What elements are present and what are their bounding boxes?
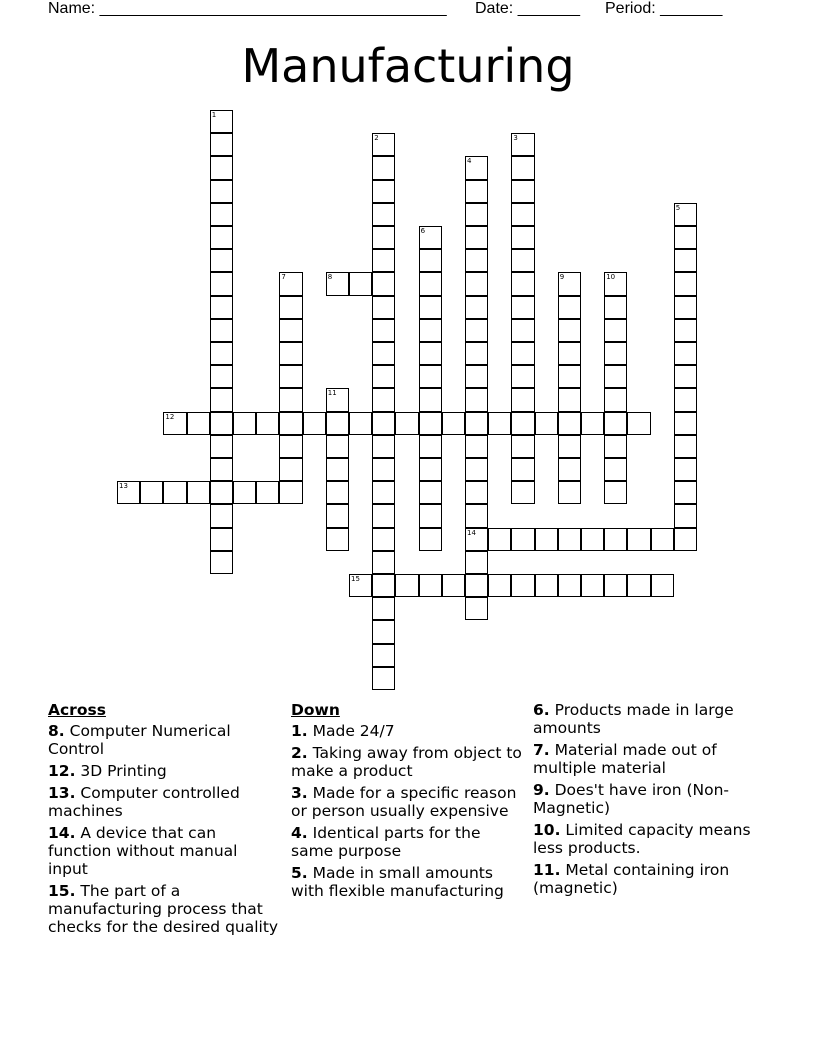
clue-number: 9 [559, 273, 565, 282]
grid-cell[interactable] [210, 133, 233, 156]
grid-cell[interactable] [488, 574, 511, 597]
grid-cell[interactable] [465, 156, 488, 179]
grid-cell[interactable] [210, 528, 233, 551]
grid-cell[interactable] [117, 481, 140, 504]
grid-cell[interactable] [465, 412, 488, 435]
grid-cell[interactable] [674, 435, 697, 458]
grid-cell[interactable] [511, 296, 534, 319]
grid-cell[interactable] [210, 272, 233, 295]
grid-cell[interactable] [465, 365, 488, 388]
grid-cell[interactable] [511, 203, 534, 226]
grid-cell[interactable] [465, 226, 488, 249]
grid-cell[interactable] [419, 365, 442, 388]
grid-cell[interactable] [349, 272, 372, 295]
grid-cell[interactable] [604, 435, 627, 458]
grid-cell[interactable] [419, 458, 442, 481]
grid-cell[interactable] [674, 458, 697, 481]
grid-cell[interactable] [279, 481, 302, 504]
grid-cell[interactable] [210, 458, 233, 481]
clue-number: 2 [374, 134, 379, 143]
grid-cell[interactable] [511, 388, 534, 411]
grid-cell[interactable] [210, 180, 233, 203]
grid-cell[interactable] [140, 481, 163, 504]
grid-cell[interactable] [187, 412, 210, 435]
grid-cell[interactable] [604, 388, 627, 411]
grid-cell[interactable] [326, 528, 349, 551]
clue-number: 4 [467, 157, 472, 166]
grid-cell[interactable] [210, 504, 233, 527]
grid-cell[interactable] [372, 388, 395, 411]
clue-down-4: 4. Identical parts for the same purpose [291, 824, 481, 860]
grid-cell[interactable] [511, 342, 534, 365]
clue-down-3: 3. Made for a specific reason or person usually expensive [291, 784, 517, 820]
grid-cell[interactable] [465, 319, 488, 342]
grid-cell[interactable] [419, 388, 442, 411]
grid-cell[interactable] [604, 481, 627, 504]
down-heading: Down [291, 701, 340, 719]
grid-cell[interactable] [163, 481, 186, 504]
grid-cell[interactable] [511, 365, 534, 388]
grid-cell[interactable] [674, 226, 697, 249]
grid-cell[interactable] [372, 226, 395, 249]
grid-cell[interactable] [511, 458, 534, 481]
clue-number: 5 [675, 203, 681, 212]
grid-cell[interactable] [511, 133, 534, 156]
grid-cell[interactable] [372, 504, 395, 527]
clue-number: 10 [606, 273, 616, 282]
clue-across-15: 15. The part of a manufacturing process that checks for the desired quality [48, 882, 279, 936]
clue-down-10: 10. Limited capacity means less products. [533, 821, 751, 857]
grid-cell[interactable] [279, 319, 302, 342]
clue-number: 13 [119, 482, 128, 491]
grid-cell[interactable] [419, 574, 442, 597]
grid-cell[interactable] [395, 574, 418, 597]
grid-cell[interactable] [395, 412, 418, 435]
grid-cell[interactable] [419, 226, 442, 249]
grid-cell[interactable] [511, 226, 534, 249]
clue-number: 12 [165, 412, 175, 421]
page-title: Manufacturing [241, 39, 575, 93]
grid-cell[interactable] [372, 180, 395, 203]
grid-cell[interactable] [651, 574, 674, 597]
grid-cell[interactable] [279, 272, 302, 295]
grid-cell[interactable] [419, 272, 442, 295]
grid-cell[interactable] [210, 296, 233, 319]
grid-cell[interactable] [604, 528, 627, 551]
grid-cell[interactable] [372, 620, 395, 643]
clue-number: 11 [327, 389, 337, 398]
grid-cell[interactable] [674, 504, 697, 527]
clue-across-12: 12. 3D Printing [48, 762, 167, 780]
grid-cell[interactable] [465, 528, 488, 551]
grid-cell[interactable] [233, 481, 256, 504]
grid-cell[interactable] [465, 481, 488, 504]
clue-down-7: 7. Material made out of multiple material [533, 741, 717, 777]
grid-cell[interactable] [511, 435, 534, 458]
grid-cell[interactable] [419, 528, 442, 551]
grid-cell[interactable] [210, 412, 233, 435]
grid-cell[interactable] [511, 528, 534, 551]
grid-cell[interactable] [465, 249, 488, 272]
grid-cell[interactable] [279, 388, 302, 411]
grid-cell[interactable] [163, 412, 186, 435]
grid-cell[interactable] [558, 342, 581, 365]
grid-cell[interactable] [511, 249, 534, 272]
grid-cell[interactable] [674, 296, 697, 319]
across-clues [48, 701, 280, 940]
clue-number: 1 [211, 111, 217, 119]
grid-cell[interactable] [674, 388, 697, 411]
clue-down-6: 6. Products made in large amounts [533, 701, 734, 737]
grid-cell[interactable] [372, 272, 395, 295]
grid-cell[interactable] [604, 412, 627, 435]
grid-cell[interactable] [419, 504, 442, 527]
grid-cell[interactable] [372, 133, 395, 156]
grid-cell[interactable] [326, 458, 349, 481]
grid-cell[interactable] [279, 412, 302, 435]
grid-cell[interactable] [465, 272, 488, 295]
down-clues-continued [533, 701, 765, 901]
grid-cell[interactable] [419, 296, 442, 319]
grid-cell[interactable] [511, 180, 534, 203]
grid-cell[interactable] [511, 272, 534, 295]
grid-cell[interactable] [674, 203, 697, 226]
grid-cell[interactable] [465, 388, 488, 411]
grid-cell[interactable] [442, 574, 465, 597]
grid-cell[interactable] [372, 342, 395, 365]
grid-cell[interactable] [581, 574, 604, 597]
grid-cell[interactable] [511, 574, 534, 597]
grid-cell[interactable] [372, 551, 395, 574]
grid-cell[interactable] [372, 412, 395, 435]
clue-down-2: 2. Taking away from object to make a product [291, 744, 522, 780]
grid-cell[interactable] [256, 481, 279, 504]
grid-cell[interactable] [604, 272, 627, 295]
grid-cell[interactable] [303, 412, 326, 435]
grid-cell[interactable] [372, 296, 395, 319]
grid-cell[interactable] [465, 435, 488, 458]
clue-number: 14 [467, 528, 476, 537]
grid-cell[interactable] [511, 412, 534, 435]
grid-cell[interactable] [419, 481, 442, 504]
grid-cell[interactable] [674, 528, 697, 551]
grid-cell[interactable] [210, 551, 233, 574]
grid-cell[interactable] [326, 272, 349, 295]
grid-cell[interactable] [210, 435, 233, 458]
grid-cell[interactable] [511, 481, 534, 504]
grid-cell[interactable] [604, 342, 627, 365]
clue-number: 6 [420, 227, 426, 235]
grid-cell[interactable] [372, 597, 395, 620]
grid-cell[interactable] [372, 528, 395, 551]
grid-cell[interactable] [372, 574, 395, 597]
grid-cell[interactable] [558, 272, 581, 295]
grid-cell[interactable] [674, 319, 697, 342]
grid-cell[interactable] [558, 365, 581, 388]
grid-cell[interactable] [511, 156, 534, 179]
grid-cell[interactable] [419, 435, 442, 458]
name-field[interactable]: Name: _______________________________________ [48, 0, 447, 17]
grid-cell[interactable] [558, 412, 581, 435]
grid-cell[interactable] [372, 156, 395, 179]
grid-cell[interactable] [465, 504, 488, 527]
clue-across-14: 14. A device that can function without manual input [48, 824, 238, 878]
grid-cell[interactable] [604, 458, 627, 481]
grid-cell[interactable] [674, 365, 697, 388]
grid-cell[interactable] [627, 528, 650, 551]
grid-cell[interactable] [674, 481, 697, 504]
grid-cell[interactable] [535, 412, 558, 435]
grid-cell[interactable] [279, 435, 302, 458]
grid-cell[interactable] [627, 574, 650, 597]
grid-cell[interactable] [372, 365, 395, 388]
grid-cell[interactable] [558, 296, 581, 319]
clue-across-13: 13. Computer controlled machines [48, 784, 240, 820]
grid-cell[interactable] [210, 156, 233, 179]
grid-cell[interactable] [210, 226, 233, 249]
grid-cell[interactable] [279, 365, 302, 388]
grid-cell[interactable] [465, 180, 488, 203]
clue-down-11: 11. Metal containing iron (magnetic) [533, 861, 730, 897]
grid-cell[interactable] [627, 412, 650, 435]
grid-cell[interactable] [326, 435, 349, 458]
clue-number: 7 [281, 273, 286, 282]
grid-cell[interactable] [604, 296, 627, 319]
grid-cell[interactable] [674, 272, 697, 295]
grid-cell[interactable] [326, 481, 349, 504]
grid-cell[interactable] [604, 574, 627, 597]
grid-cell[interactable] [279, 296, 302, 319]
grid-cell[interactable] [419, 249, 442, 272]
grid-cell[interactable] [465, 296, 488, 319]
grid-cell[interactable] [210, 319, 233, 342]
grid-cell[interactable] [604, 319, 627, 342]
grid-cell[interactable] [651, 528, 674, 551]
grid-cell[interactable] [372, 249, 395, 272]
grid-cell[interactable] [349, 412, 372, 435]
grid-cell[interactable] [558, 388, 581, 411]
grid-cell[interactable] [558, 435, 581, 458]
grid-cell[interactable] [581, 412, 604, 435]
grid-cell[interactable] [511, 319, 534, 342]
grid-cell[interactable] [465, 342, 488, 365]
grid-cell[interactable] [210, 110, 233, 133]
grid-cell[interactable] [674, 412, 697, 435]
grid-cell[interactable] [535, 528, 558, 551]
grid-cell[interactable] [372, 458, 395, 481]
grid-cell[interactable] [372, 203, 395, 226]
grid-cell[interactable] [465, 551, 488, 574]
grid-cell[interactable] [488, 412, 511, 435]
grid-cell[interactable] [210, 249, 233, 272]
clue-number: 3 [513, 134, 518, 143]
grid-cell[interactable] [604, 365, 627, 388]
across-heading: Across [48, 701, 106, 719]
grid-cell[interactable] [465, 597, 488, 620]
down-clues [291, 701, 523, 904]
period-field[interactable]: Period: _______ [605, 0, 723, 17]
grid-cell[interactable] [558, 458, 581, 481]
grid-cell[interactable] [558, 528, 581, 551]
grid-cell[interactable] [442, 412, 465, 435]
grid-cell[interactable] [465, 203, 488, 226]
grid-cell[interactable] [465, 574, 488, 597]
grid-cell[interactable] [279, 342, 302, 365]
clue-number: 8 [327, 273, 333, 282]
grid-cell[interactable] [372, 481, 395, 504]
clue-number: 15 [351, 575, 360, 583]
grid-cell[interactable] [326, 388, 349, 411]
grid-cell[interactable] [674, 249, 697, 272]
clue-across-8: 8. Computer Numerical Control [48, 722, 231, 758]
grid-cell[interactable] [581, 528, 604, 551]
grid-cell[interactable] [419, 412, 442, 435]
clue-down-1: 1. Made 24/7 [291, 722, 395, 740]
grid-cell[interactable] [210, 365, 233, 388]
grid-cell[interactable] [488, 528, 511, 551]
grid-cell[interactable] [326, 504, 349, 527]
grid-cell[interactable] [419, 342, 442, 365]
grid-cell[interactable] [210, 203, 233, 226]
grid-cell[interactable] [558, 319, 581, 342]
grid-cell[interactable] [372, 319, 395, 342]
grid-cell[interactable] [419, 319, 442, 342]
grid-cell[interactable] [535, 574, 558, 597]
grid-cell[interactable] [558, 574, 581, 597]
grid-cell[interactable] [372, 435, 395, 458]
grid-cell[interactable] [256, 412, 279, 435]
date-field[interactable]: Date: _______ [475, 0, 580, 17]
grid-cell[interactable] [210, 342, 233, 365]
clue-down-9: 9. Does't have iron (Non-Magnetic) [533, 781, 729, 817]
grid-cell[interactable] [187, 481, 210, 504]
grid-cell[interactable] [210, 481, 233, 504]
grid-cell[interactable] [233, 412, 256, 435]
grid-cell[interactable] [372, 644, 395, 667]
grid-cell[interactable] [372, 667, 395, 690]
grid-cell[interactable] [210, 388, 233, 411]
grid-cell[interactable] [558, 481, 581, 504]
grid-cell[interactable] [674, 342, 697, 365]
grid-cell[interactable] [349, 574, 372, 597]
clue-down-5: 5. Made in small amounts with flexible manufacturing [291, 864, 504, 900]
grid-cell[interactable] [326, 412, 349, 435]
grid-cell[interactable] [279, 458, 302, 481]
grid-cell[interactable] [465, 458, 488, 481]
